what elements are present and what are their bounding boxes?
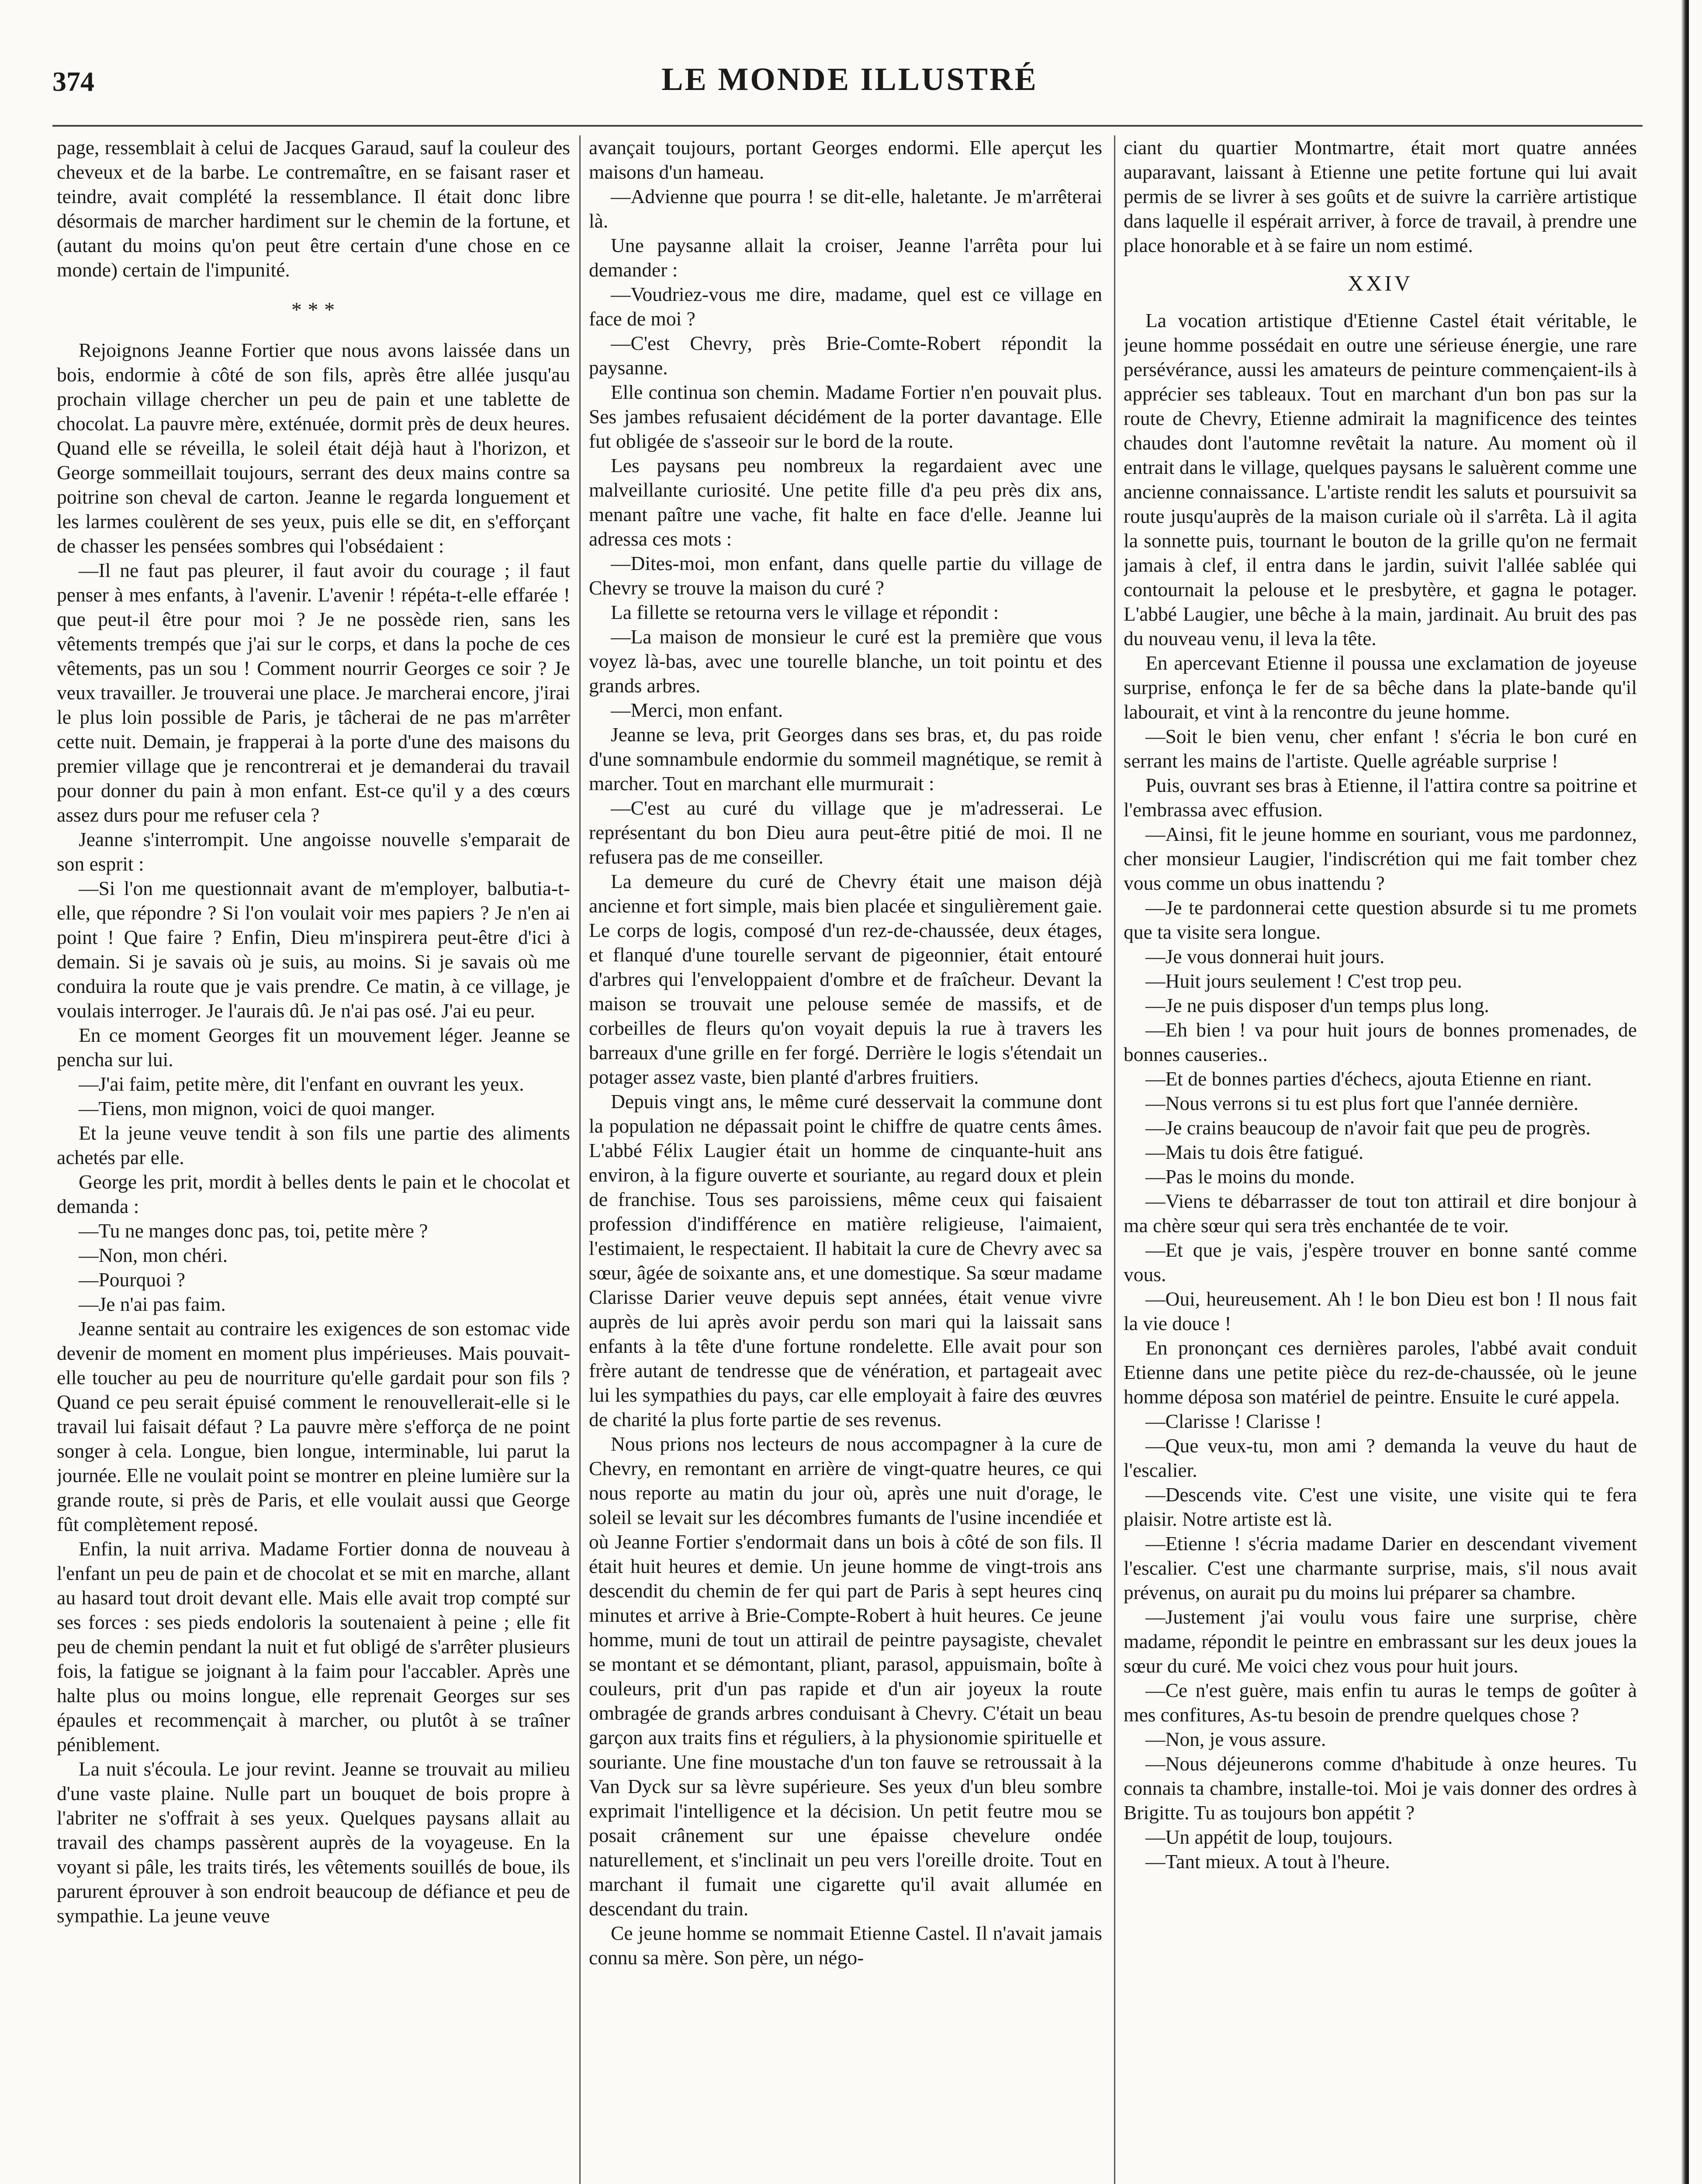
paragraph: —Justement j'ai voulu vous faire une surprise, chère madame, répondit le peintre en embrassant sur les deux joues la sœur du curé. Me voici chez vous pour huit jours. xyxy=(1124,1606,1637,1677)
paragraph: —Et que je vais, j'espère trouver en bonne santé comme vous. xyxy=(1124,1239,1637,1286)
paragraph: avançait toujours, portant Georges endormi. Elle aperçut les maisons d'un hameau. xyxy=(589,136,1102,183)
paragraph: page, ressemblait à celui de Jacques Garaud, sauf la couleur des cheveux et de la barbe. Le contremaître, en se faisant raser et teindre, avait complété la ressemblance. Il était donc libre désormais de marcher hardiment sur le chemin de la fortune, et (autant du moins qu'on peut être certain d'une chose en ce monde) certain de l'impunité. xyxy=(57,136,570,281)
paragraph: Puis, ouvrant ses bras à Etienne, il l'attira contre sa poitrine et l'embrassa avec effusion. xyxy=(1124,774,1637,821)
paragraph: —Etienne ! s'écria madame Darier en descendant vivement l'escalier. C'est une charmante surprise, mais, s'il nous avait prévenus, on aurait pu du moins lui préparer sa chambre. xyxy=(1124,1532,1637,1603)
section-separator: * * * xyxy=(291,298,336,321)
paragraph: Enfin, la nuit arriva. Madame Fortier donna de nouveau à l'enfant un peu de pain et de chocolat et se mit en marche, allant au hasard tout droit devant elle. Mais elle avait trop compté sur ses forces : ses pieds endoloris la soutenaient à peine ; elle fit peu de chemin pendant la nuit et fut obligé de s'arrêter plusieurs fois, la fatigue se joignant à la faim pour l'accabler. Après une halte plus ou moins longue, elle reprenait Georges sur ses épaules et recommençait à marcher, ou plutôt à se traîner péniblement. xyxy=(57,1538,570,1755)
paragraph: En ce moment Georges fit un mouvement léger. Jeanne se pencha sur lui. xyxy=(57,1024,570,1071)
column-1 xyxy=(57,135,570,2184)
paragraph: Rejoignons Jeanne Fortier que nous avons laissée dans un bois, endormie à côté de son fils, après être allée jusqu'au prochain village chercher un peu de pain et une tablette de chocolat. La pauvre mère, exténuée, dormit près de deux heures. Quand elle se réveilla, le soleil était déjà haut à l'horizon, et George sommeillait toujours, serrant des deux mains contre sa poitrine son cheval de carton. Jeanne le regarda longuement et les larmes coulèrent de ses yeux, puis elle se dit, en s'efforçant de chasser les pensées sombres qui l'obsédaient : xyxy=(57,339,570,557)
masthead-title: LE MONDE ILLUSTRÉ xyxy=(661,62,1038,97)
paragraph: La demeure du curé de Chevry était une maison déjà ancienne et fort simple, mais bien placée et singulièrement gaie. Le corps de logis, composé d'un rez-de-chaussée, deux étages, et flanqué d'une tourelle servant de pigeonnier, était entouré d'arbres qui l'enveloppaient d'ombre et de fraîcheur. Devant la maison se trouvait une pelouse semée de massifs, et de corbeilles de fleurs qu'on voyait depuis la rue à travers les barreaux d'une grille en fer forgé. Derrière le logis s'étendait un potager assez vaste, bien planté d'arbres fruitiers. xyxy=(589,870,1102,1088)
paragraph: —Je n'ai pas faim. xyxy=(79,1293,226,1315)
column-3 xyxy=(1124,135,1637,2184)
paragraph: —Je te pardonnerai cette question absurde si tu me promets que ta visite sera longue. xyxy=(1124,896,1637,943)
paragraph: —Huit jours seulement ! C'est trop peu. xyxy=(1145,970,1462,992)
paragraph: Et la jeune veuve tendit à son fils une partie des aliments achetés par elle. xyxy=(57,1122,570,1168)
paragraph: —Merci, mon enfant. xyxy=(611,699,783,721)
page-number: 374 xyxy=(52,66,94,97)
paragraph: Une paysanne allait la croiser, Jeanne l'arrêta pour lui demander : xyxy=(589,234,1102,281)
paragraph: —Oui, heureusement. Ah ! le bon Dieu est bon ! Il nous fait la vie douce ! xyxy=(1124,1288,1637,1334)
paragraph: —Si l'on me questionnait avant de m'employer, balbutia-t-elle, que répondre ? Si l'on voulait voir mes papiers ? Je n'en ai point ! Que faire ? Enfin, Dieu m'inspirera peut-être d'ici à demain. Si je savais où je suis, au moins. Si je savais où me conduira la route que je vais prendre. Ce matin, à ce village, je voulais interroger. Je l'aurais dû. Je n'ai pas osé. J'ai eu peur. xyxy=(57,877,570,1022)
paragraph: —Tant mieux. A tout à l'heure. xyxy=(1145,1850,1390,1873)
page-header xyxy=(52,57,1647,109)
paragraph: —Mais tu dois être fatigué. xyxy=(1145,1141,1364,1163)
paragraph: —Non, je vous assure. xyxy=(1145,1728,1326,1750)
paragraph: La vocation artistique d'Etienne Castel était véritable, le jeune homme possédait en outre une sérieuse énergie, une rare persévérance, aussi les amateurs de peinture commençaient-ils à apprécier ses tableaux. Tout en marchant d'un bon pas sur la route de Chevry, Etienne admirait la magnificence des teintes chaudes dont l'automne revêtait la nature. Au moment où il entrait dans le village, quelques paysans le saluèrent comme une ancienne connaissance. L'artiste rendit les saluts et poursuivit sa route jusqu'auprès de la maison curiale où il s'arrêta. Là il agita la sonnette puis, tournant le bouton de la grille qu'on ne fermait jamais à clef, il entra dans le jardin, suivit l'allée sablée qui contournait la pelouse et le presbytère, et gagna le potager. L'abbé Laugier, une bêche à la main, jardinait. Au bruit des pas du nouveau venu, il leva la tête. xyxy=(1124,309,1637,650)
paragraph: —Ainsi, fit le jeune homme en souriant, vous me pardonnez, cher monsieur Laugier, l'indiscrétion qui me fait tomber chez vous comme un obus inattendu ? xyxy=(1124,823,1637,894)
paragraph: —Clarisse ! Clarisse ! xyxy=(1145,1410,1322,1432)
paragraph: —Ce n'est guère, mais enfin tu auras le temps de goûter à mes confitures, As-tu besoin de prendre quelques chose ? xyxy=(1124,1679,1637,1726)
paragraph: —Dites-moi, mon enfant, dans quelle partie du village de Chevry se trouve la maison du curé ? xyxy=(589,552,1102,599)
paragraph: —Soit le bien venu, cher enfant ! s'écria le bon curé en serrant les mains de l'artiste. Quelle agréable surprise ! xyxy=(1124,725,1637,772)
paragraph: —La maison de monsieur le curé est la première que vous voyez là-bas, avec une tourelle blanche, un toit pointu et des grands arbres. xyxy=(589,625,1102,697)
column-2 xyxy=(589,135,1102,2184)
paragraph: —Advienne que pourra ! se dit-elle, haletante. Je m'arrêterai là. xyxy=(589,185,1102,232)
paragraph: —Voudriez-vous me dire, madame, quel est ce village en face de moi ? xyxy=(589,283,1102,330)
paragraph: —Pourquoi ? xyxy=(79,1268,185,1291)
paragraph: —C'est au curé du village que je m'adresserai. Le représentant du bon Dieu aura peut-être pitié de moi. Il ne refusera pas de me conseiller. xyxy=(589,797,1102,868)
chapter-heading: XXIV xyxy=(1348,271,1413,295)
paragraph: —Et de bonnes parties d'échecs, ajouta Etienne en riant. xyxy=(1145,1068,1592,1090)
header-rule xyxy=(52,125,1643,127)
paragraph: Jeanne se leva, prit Georges dans ses bras, et, du pas roide d'une somnambule endormie du sommeil magnétique, se remit à marcher. Tout en marchant elle murmurait : xyxy=(589,723,1102,795)
paragraph: —Tu ne manges donc pas, toi, petite mère ? xyxy=(79,1220,428,1242)
paragraph: Depuis vingt ans, le même curé desservait la commune dont la population ne dépassait point le chiffre de quatre cents âmes. L'abbé Félix Laugier était un homme de cinquante-huit ans environ, à la figure ouverte et souriante, au regard doux et plein de franchise. Tous ses paroissiens, même ceux qui faisaient profession d'indifférence en matière religieuse, l'aimaient, l'estimaient, le respectaient. Il habitait la cure de Chevry avec sa sœur, âgée de soixante ans, et une domestique. Sa sœur madame Clarisse Darier veuve depuis sept années, était venue vivre auprès de lui après avoir perdu son mari qui la laissait sans enfants à la tête d'une fortune rondelette. Elle avait pour son frère autant de tendresse que de vénération, et partageait avec lui les sympathies du pays, car elle employait à faire des œuvres de charité la plus forte partie de ses revenus. xyxy=(589,1090,1102,1431)
paragraph: Jeanne s'interrompit. Une angoisse nouvelle s'emparait de son esprit : xyxy=(57,828,570,875)
paragraph: —Je ne puis disposer d'un temps plus long. xyxy=(1145,994,1489,1016)
paragraph: Nous prions nos lecteurs de nous accompagner à la cure de Chevry, en remontant en arrière de vingt-quatre heures, ce qui nous reporte au matin du jour où, après une nuit d'orage, le soleil se levait sur les décombres fumants de l'usine incendiée et où Jeanne Fortier s'endormait dans un bois à côté de son fils. Il était huit heures et demie. Un jeune homme de vingt-trois ans descendit du chemin de fer qui part de Paris à sept heures cinq minutes et arrive à Brie-Compte-Robert à huit heures. Ce jeune homme, muni de tout un attirail de peintre paysagiste, chevalet se montant et se démontant, pliant, parasol, appuismain, boîte à couleurs, prit d'un pas rapide et d'un air joyeux la route ombragée de grands arbres conduisant à Chevry. C'était un beau garçon aux traits fins et réguliers, à la physionomie spirituelle et souriante. Une fine moustache d'un ton fauve se retroussait à la Van Dyck sur sa lèvre supérieure. Ses yeux d'un bleu sombre exprimait l'intelligence et la décision. Un petit feutre mou se posait crânement sur une épaisse chevelure ondée naturellement, et s'inclinait un peu vers l'oreille droite. Tout en marchant il fumait une cigarette qu'il avait allumée en descendant du train. xyxy=(589,1433,1102,1920)
paragraph: —Un appétit de loup, toujours. xyxy=(1145,1826,1393,1848)
paragraph: Jeanne sentait au contraire les exigences de son estomac vide devenir de moment en moment plus impérieuses. Mais pouvait-elle toucher au peu de nourriture qu'elle gardait pour son fils ? Quand ce peu serait épuisé comment le renouvellerait-elle si le travail lui faisait défaut ? La pauvre mère s'efforça de ne point songer à cela. Longue, bien longue, interminable, lui parut la journée. Elle ne voulait point se montrer en pleine lumière sur la grande route, si près de Paris, et elle voulait aussi que George fût complètement reposé. xyxy=(57,1317,570,1535)
paragraph: Les paysans peu nombreux la regardaient avec une malveillante curiosité. Une petite fille d'a peu près dix ans, menant paître une vache, fit halte en face d'elle. Jeanne lui adressa ces mots : xyxy=(589,454,1102,550)
column-divider xyxy=(579,135,581,2184)
paragraph: Elle continua son chemin. Madame Fortier n'en pouvait plus. Ses jambes refusaient décidément de la porter davantage. Elle fut obligée de s'asseoir sur le bord de la route. xyxy=(589,381,1102,452)
paragraph: ciant du quartier Montmartre, était mort quatre années auparavant, laissant à Etienne une petite fortune qui lui avait permis de se livrer à ses goûts et de suivre la carrière artistique dans laquelle il espérait arriver, à force de travail, à prendre une place honorable et à se faire un nom estimé. xyxy=(1124,136,1637,256)
paragraph: —Je vous donnerai huit jours. xyxy=(1145,945,1385,968)
paragraph: —Nous déjeunerons comme d'habitude à onze heures. Tu connais ta chambre, installe-toi. Moi je vais donner des ordres à Brigitte. Tu as toujours bon appétit ? xyxy=(1124,1752,1637,1824)
paragraph: —C'est Chevry, près Brie-Comte-Robert répondit la paysanne. xyxy=(589,332,1102,379)
paragraph: George les prit, mordit à belles dents le pain et le chocolat et demanda : xyxy=(57,1171,570,1217)
paragraph: —Il ne faut pas pleurer, il faut avoir du courage ; il faut penser à mes enfants, à l'avenir. L'avenir ! répéta-t-elle effarée ! que peut-il être pour moi ? Je ne possède rien, sans les vêtements trempés que j'ai sur le corps, et dans la poche de ces vêtements, pas un sou ! Comment nourrir Georges ce soir ? Je veux travailler. Je trouverai une place. Je marcherai encore, j'irai le plus loin possible de Paris, je tâcherai de ne pas m'arrêter cette nuit. Demain, je frapperai à la porte d'une des maisons du premier village que je rencontrerai et je demanderai du travail pour donner du pain à mon enfant. Est-ce qu'il y a des cœurs assez durs pour me refuser cela ? xyxy=(57,559,570,826)
paragraph: —J'ai faim, petite mère, dit l'enfant en ouvrant les yeux. xyxy=(79,1073,524,1095)
page-edge-shadow xyxy=(1681,0,1689,2184)
paragraph: —Tiens, mon mignon, voici de quoi manger. xyxy=(79,1097,436,1120)
paragraph: —Que veux-tu, mon ami ? demanda la veuve du haut de l'escalier. xyxy=(1124,1434,1637,1481)
column-divider xyxy=(1114,135,1115,2184)
paragraph: —Viens te débarrasser de tout ton attirail et dire bonjour à ma chère sœur qui sera très enchantée de te voir. xyxy=(1124,1190,1637,1237)
paragraph: En apercevant Etienne il poussa une exclamation de joyeuse surprise, enfonça le fer de sa bêche dans la plate-bande qu'il labourait, et vint à la rencontre du jeune homme. xyxy=(1124,652,1637,723)
paragraph: En prononçant ces dernières paroles, l'abbé avait conduit Etienne dans une petite pièce du rez-de-chaussée, où le jeune homme déposa son matériel de peintre. Ensuite le curé appela. xyxy=(1124,1337,1637,1408)
paragraph: —Nous verrons si tu est plus fort que l'année dernière. xyxy=(1145,1092,1579,1114)
paragraph: —Je crains beaucoup de n'avoir fait que peu de progrès. xyxy=(1145,1116,1591,1139)
paragraph: —Pas le moins du monde. xyxy=(1145,1165,1355,1188)
paragraph: La fillette se retourna vers le village et répondit : xyxy=(611,601,999,623)
paragraph: La nuit s'écoula. Le jour revint. Jeanne se trouvait au milieu d'une vaste plaine. Nulle part un bouquet de bois propre à l'abriter ne s'offrait à ses yeux. Quelques paysans allait au travail des champs passèrent auprès de la voyageuse. En la voyant si pâle, les traits tirés, les vêtements souillés de boue, ils parurent éprouver à son endroit beaucoup de défiance et peu de sympathie. La jeune veuve xyxy=(57,1758,570,1927)
paragraph: —Descends vite. C'est une visite, une visite qui te fera plaisir. Notre artiste est là. xyxy=(1124,1483,1637,1530)
paragraph: —Eh bien ! va pour huit jours de bonnes promenades, de bonnes causeries.. xyxy=(1124,1019,1637,1065)
paragraph: Ce jeune homme se nommait Etienne Castel. Il n'avait jamais connu sa mère. Son père, un négo- xyxy=(589,1922,1102,1969)
paragraph: —Non, mon chéri. xyxy=(79,1244,228,1266)
